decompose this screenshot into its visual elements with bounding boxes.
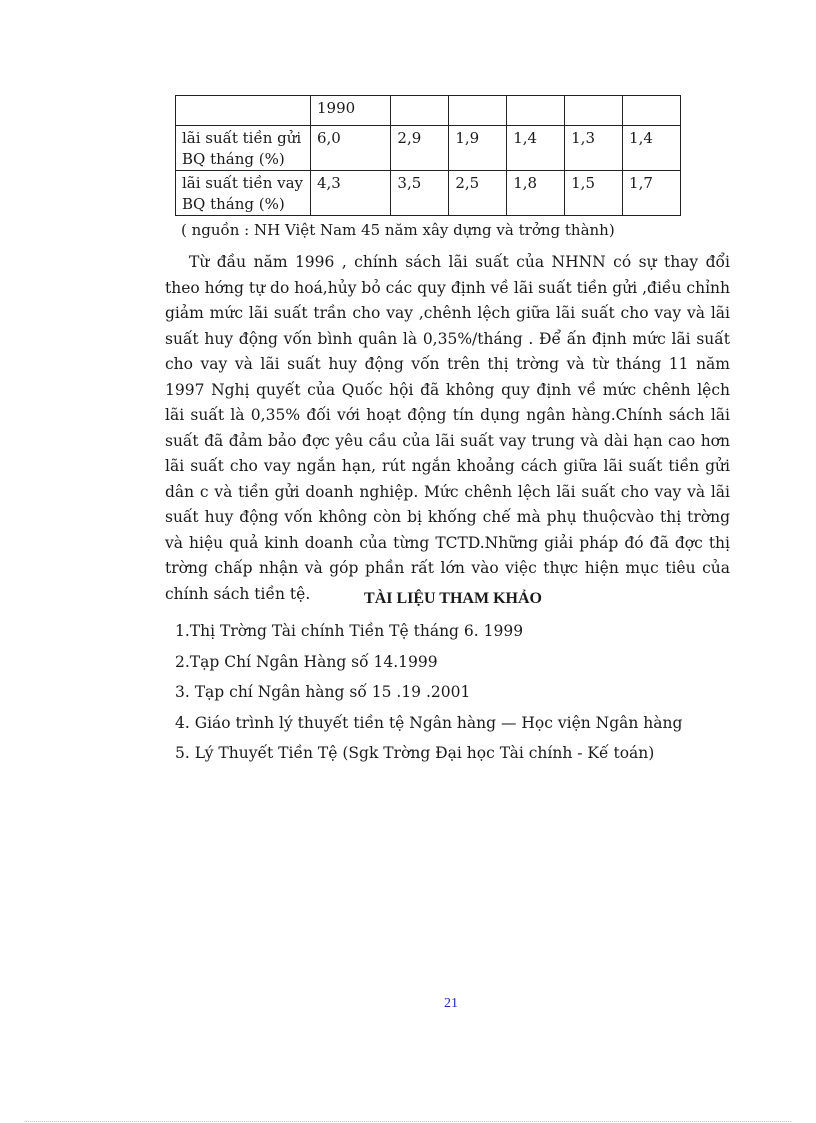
interest-rate-table — [175, 95, 681, 216]
table-cell — [623, 96, 681, 126]
table-cell — [391, 96, 449, 126]
table-cell: 1990 — [311, 96, 391, 126]
table-cell: 1,9 — [449, 126, 507, 171]
row-label: lãi suất tiền vay BQ tháng (%) — [176, 171, 311, 216]
page-bottom-divider — [25, 1121, 791, 1122]
table-row — [176, 171, 681, 216]
table-cell — [449, 96, 507, 126]
table-cell: 1,5 — [565, 171, 623, 216]
table-cell: 2,9 — [391, 126, 449, 171]
reference-item: 2.Tạp Chí Ngân Hàng số 14.1999 — [175, 652, 438, 671]
reference-item: 3. Tạp chí Ngân hàng số 15 .19 .2001 — [175, 683, 471, 701]
table-cell — [507, 96, 565, 126]
table-cell: 1,3 — [565, 126, 623, 171]
table-cell — [176, 96, 311, 126]
table-cell: 2,5 — [449, 171, 507, 216]
references-title: TÀI LIỆU THAM KHẢO — [364, 590, 542, 607]
table-cell: 3,5 — [391, 171, 449, 216]
table-cell: 1,4 — [623, 126, 681, 171]
table-header-row — [176, 96, 681, 126]
page-number: 21 — [444, 996, 458, 1011]
references-list — [175, 616, 682, 769]
source-note: ( nguồn : NH Việt Nam 45 năm xây dựng và trởng thành) — [181, 221, 615, 239]
row-label: lãi suất tiền gửi BQ tháng (%) — [176, 126, 311, 171]
table-cell: 1,4 — [507, 126, 565, 171]
reference-item: 5. Lý Thuyết Tiền Tệ (Sgk Trờng Đại học Tài chính - Kế toán) — [175, 744, 655, 762]
reference-item: 4. Giáo trình lý thuyết tiền tệ Ngân hàng — Học viện Ngân hàng — [175, 713, 683, 732]
reference-item: 1.Thị Trờng Tài chính Tiền Tệ tháng 6. 1999 — [175, 622, 524, 640]
body-paragraph: Từ đầu năm 1996 , chính sách lãi suất của NHNN có sự thay đổi theo hớng tự do hoá,hủy bỏ các quy định về lãi suất tiền gửi ,điều chỉnh giảm mức lãi suất trần cho vay ,chênh lệch giữa lãi suất cho vay và lãi suất huy động vốn bình quân là 0,35%/tháng . Để ấn định mức lãi suất cho vay và lãi suất huy động vốn trên thị trờng và từ tháng 11 năm 1997 Nghị quyết của Quốc hội đã không quy định về mức chênh lệch lãi suất là 0,35% đối với hoạt động tín dụng ngân hàng.Chính sách lãi suất đã đảm bảo đợc yêu cầu của lãi suất vay trung và dài hạn cao hơn lãi suất cho vay ngắn hạn, rút ngắn khoảng cách giữa lãi suất tiền gửi dân c và tiền gửi doanh nghiệp. Mức chênh lệch lãi suất cho vay và lãi suất huy động vốn không còn bị khống chế mà phụ thuộcvào thị trờng và hiệu quả kinh doanh của từng TCTD.Những giải pháp đó đã đợc thị trờng chấp nhận và góp phần rất lớn vào việc thực hiện mục tiêu của chính sách tiền tệ. — [165, 253, 730, 603]
table-cell: 6,0 — [311, 126, 391, 171]
table-cell: 1,7 — [623, 171, 681, 216]
table-cell: 1,8 — [507, 171, 565, 216]
table-row — [176, 126, 681, 171]
table-cell: 4,3 — [311, 171, 391, 216]
table-cell — [565, 96, 623, 126]
